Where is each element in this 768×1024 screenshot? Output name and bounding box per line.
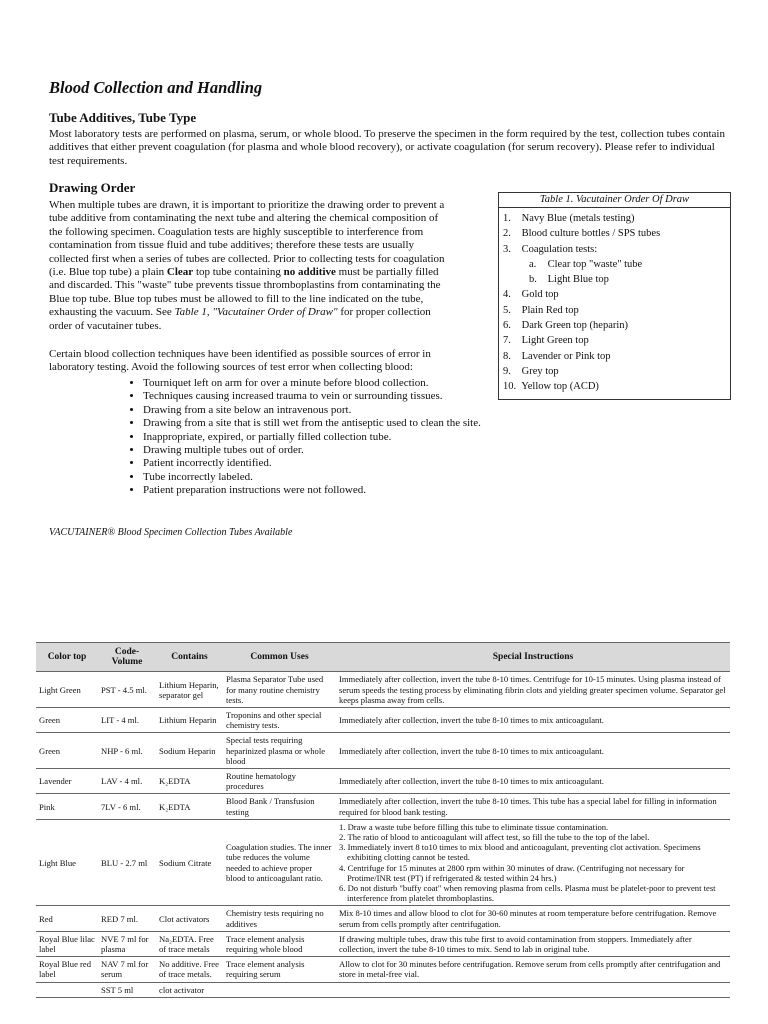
order-of-draw-item: b. Light Blue top bbox=[529, 274, 609, 286]
cell-contains: clot activator bbox=[156, 982, 223, 997]
table-row bbox=[36, 957, 730, 982]
cell-code: 7LV - 6 ml. bbox=[98, 794, 156, 819]
cell-uses: Trace element analysis requiring serum bbox=[223, 957, 336, 982]
cell-code: LIT - 4 ml. bbox=[98, 708, 156, 733]
cell-color bbox=[36, 982, 98, 997]
drawing-order-text: When multiple tubes are drawn, it is important to prioritize the drawing order to prevent a tube additive from contaminating the next tube and altering the chemical composition of the following specimen. Coagulation tests are highly susceptible to interference from contamination from tissue fluid and tube additives; therefore these tests are usually collected first when a series of tubes are collected. Prior to collecting tests for coagulation (i.e. Blue top tube) a plain Clear top tube containing no additive must be partially filled and discarded. This "waste" tube prevents tissue thromboplastins from contaminating the Blue top tube. Blue top tubes must be allowed to fill to the line indicated on the tube, exhausting the vacuum. See Table 1, "Vacutainer Order of Draw" for proper collection order of vacutainer tubes. bbox=[49, 199, 445, 332]
cell-code: NAV 7 ml for serum bbox=[98, 957, 156, 982]
cell-contains: Clot activators bbox=[156, 906, 223, 931]
cell-uses: Routine hematology procedures bbox=[223, 769, 336, 794]
section-heading-tube-additives: Tube Additives, Tube Type bbox=[49, 110, 197, 125]
error-source-item: • Tourniquet left on arm for over a minute before blood collection. bbox=[143, 377, 481, 390]
error-source-item: • Drawing multiple tubes out of order. bbox=[143, 444, 481, 457]
order-of-draw-item: 10. Yellow top (ACD) bbox=[503, 381, 599, 393]
order-of-draw-item: 3. Coagulation tests: bbox=[503, 243, 598, 255]
cell-color: Light Green bbox=[36, 672, 98, 708]
section-heading-drawing-order: Drawing Order bbox=[49, 180, 136, 195]
cell-contains: Sodium Heparin bbox=[156, 733, 223, 769]
cell-uses: Troponins and other special chemistry tests. bbox=[223, 708, 336, 733]
cell-contains: No additive. Free of trace metals. bbox=[156, 957, 223, 982]
cell-special-instructions: Immediately after collection, invert the tube 8-10 times to mix anticoagulant. bbox=[336, 733, 730, 769]
order-of-draw-item: 2. Blood culture bottles / SPS tubes bbox=[503, 228, 661, 240]
cell-color: Pink bbox=[36, 794, 98, 819]
error-source-item: • Drawing from a site that is still wet from the antiseptic used to clean the site. bbox=[143, 417, 481, 430]
order-of-draw-table bbox=[498, 192, 731, 400]
collection-tubes-table bbox=[36, 642, 730, 998]
instruction-item: 3. Immediately invert 8 to10 times to mix blood and anticoagulant, preventing clot activation. Specimens exhibiting clotting cannot be tested. bbox=[339, 842, 701, 863]
cell-color: Green bbox=[36, 708, 98, 733]
cell-color: Lavender bbox=[36, 769, 98, 794]
order-of-draw-item: 6. Dark Green top (heparin) bbox=[503, 320, 629, 332]
cell-contains: Sodium Citrate bbox=[156, 819, 223, 906]
order-of-draw-item: 7. Light Green top bbox=[503, 335, 589, 347]
table-row bbox=[36, 794, 730, 819]
instruction-item: 4. Centrifuge for 15 minutes at 2800 rpm within 30 minutes of draw. (Centrifuging not necessary for Protime/INR test (PT) if refrigerated & tested within 24 hrs.) bbox=[339, 862, 685, 883]
cell-uses bbox=[223, 982, 336, 997]
error-sources-text: Certain blood collection techniques have been identified as possible sources of error in laboratory testing. Avoid the following sources of test error when collecting blood: bbox=[49, 348, 431, 374]
cell-uses: Chemistry tests requiring no additives bbox=[223, 906, 336, 931]
order-of-draw-list bbox=[499, 208, 730, 399]
cell-special-instructions: Immediately after collection, invert the tube 8-10 times to mix anticoagulant. bbox=[336, 769, 730, 794]
cell-contains: K₂EDTA bbox=[156, 794, 223, 819]
column-header: Code-Volume bbox=[98, 643, 156, 672]
cell-uses: Trace element analysis requiring whole blood bbox=[223, 931, 336, 956]
cell-special-instructions bbox=[336, 819, 730, 906]
table-row bbox=[36, 733, 730, 769]
page-title: Blood Collection and Handling bbox=[49, 78, 263, 97]
cell-contains: Lithium Heparin bbox=[156, 708, 223, 733]
table-row bbox=[36, 906, 730, 931]
error-source-item: • Patient preparation instructions were not followed. bbox=[143, 484, 481, 497]
table-row bbox=[36, 819, 730, 906]
order-of-draw-item: 4. Gold top bbox=[503, 289, 559, 301]
cell-contains: Na₂EDTA. Free of trace metals bbox=[156, 931, 223, 956]
order-of-draw-item: a. Clear top "waste" tube bbox=[529, 258, 643, 270]
column-header: Special Instructions bbox=[336, 643, 730, 672]
tubes-table-body bbox=[36, 672, 730, 997]
cell-color: Royal Blue lilac label bbox=[36, 931, 98, 956]
error-sources-list bbox=[129, 377, 481, 498]
cell-color: Green bbox=[36, 733, 98, 769]
cell-special-instructions: Immediately after collection, invert the tube 8-10 times. This tube has a special label for filling in information required for blood bank testing. bbox=[336, 794, 730, 819]
order-of-draw-item: 5. Plain Red top bbox=[503, 304, 579, 316]
cell-special-instructions: Allow to clot for 30 minutes before centrifugation. Remove serum from cells promptly after centrifugation and store in metal-free vial. bbox=[336, 957, 730, 982]
cell-code: BLU - 2.7 ml bbox=[98, 819, 156, 906]
instruction-item: 1. Draw a waste tube before filling this tube to eliminate tissue contamination. bbox=[339, 821, 609, 832]
cell-special-instructions: Mix 8-10 times and allow blood to clot for 30-60 minutes at room temperature before centrifugation. Remove serum from cells promptly after centrifugation. bbox=[336, 906, 730, 931]
error-source-item: • Inappropriate, expired, or partially filled collection tube. bbox=[143, 431, 481, 444]
cell-code: SST 5 ml bbox=[98, 982, 156, 997]
table-row bbox=[36, 672, 730, 708]
error-source-item: • Techniques causing increased trauma to vein or surrounding tissues. bbox=[143, 390, 481, 403]
column-header: Contains bbox=[156, 643, 223, 672]
error-source-item: • Patient incorrectly identified. bbox=[143, 457, 481, 470]
cell-contains: Lithium Heparin, separator gel bbox=[156, 672, 223, 708]
cell-contains: K₂EDTA bbox=[156, 769, 223, 794]
cell-special-instructions bbox=[336, 982, 730, 997]
table-row bbox=[36, 931, 730, 956]
cell-color: Light Blue bbox=[36, 819, 98, 906]
order-of-draw-item: 8. Lavender or Pink top bbox=[503, 350, 611, 362]
cell-code: RED 7 ml. bbox=[98, 906, 156, 931]
table-row bbox=[36, 769, 730, 794]
instruction-item: 6. Do not disturb "buffy coat" when removing plasma from cells. Plasma must be platelet-poor to prevent test interference from platelet thromboplastins. bbox=[339, 883, 716, 904]
order-of-draw-item: 9. Grey top bbox=[503, 365, 559, 377]
tubes-caption: VACUTAINER® Blood Specimen Collection Tubes Available bbox=[49, 527, 293, 538]
cell-uses: Coagulation studies. The inner tube reduces the volume needed to achieve proper blood to anticoagulant ratio. bbox=[223, 819, 336, 906]
table-row bbox=[36, 708, 730, 733]
column-header: Color top bbox=[36, 643, 98, 672]
cell-code: NHP - 6 ml. bbox=[98, 733, 156, 769]
tube-additives-text: Most laboratory tests are performed on plasma, serum, or whole blood. To preserve the specimen in the form required by the test, collection tubes contain additives that either prevent coagulation (for plasma and whole blood recovery), or activate coagulation (for serum recovery). Please refer to individual test requirements. bbox=[49, 128, 725, 167]
cell-code: NVE 7 ml for plasma bbox=[98, 931, 156, 956]
cell-color: Royal Blue red label bbox=[36, 957, 98, 982]
table-row bbox=[36, 982, 730, 997]
cell-special-instructions: Immediately after collection, invert the tube 8-10 times. Centrifuge for 10-15 minutes. Using plasma instead of serum speeds the testing process by eliminating fibrin clots and yielding greater specimen volume. Separator gel keeps plasma away from cells. bbox=[336, 672, 730, 708]
cell-color: Red bbox=[36, 906, 98, 931]
cell-uses: Plasma Separator Tube used for many routine chemistry tests. bbox=[223, 672, 336, 708]
error-source-item: • Drawing from a site below an intravenous port. bbox=[143, 404, 481, 417]
column-header: Common Uses bbox=[223, 643, 336, 672]
cell-uses: Blood Bank / Transfusion testing bbox=[223, 794, 336, 819]
instruction-item: 2. The ratio of blood to anticoagulant will affect test, so fill the tube to the top of the label. bbox=[339, 832, 650, 843]
order-of-draw-title: Table 1. Vacutainer Order Of Draw bbox=[499, 193, 730, 208]
cell-uses: Special tests requiring heparinized plasma or whole blood bbox=[223, 733, 336, 769]
error-source-item: • Tube incorrectly labeled. bbox=[143, 471, 481, 484]
cell-special-instructions: Immediately after collection, invert the tube 8-10 times to mix anticoagulant. bbox=[336, 708, 730, 733]
order-of-draw-item: 1. Navy Blue (metals testing) bbox=[503, 213, 635, 224]
cell-code: LAV - 4 ml. bbox=[98, 769, 156, 794]
cell-special-instructions: If drawing multiple tubes, draw this tube first to avoid contamination from stoppers. Immediately after collection, invert the tube 8-10 times to mix. Send to lab in original tube. bbox=[336, 931, 730, 956]
tubes-table-header bbox=[36, 643, 730, 672]
cell-code: PST - 4.5 ml. bbox=[98, 672, 156, 708]
